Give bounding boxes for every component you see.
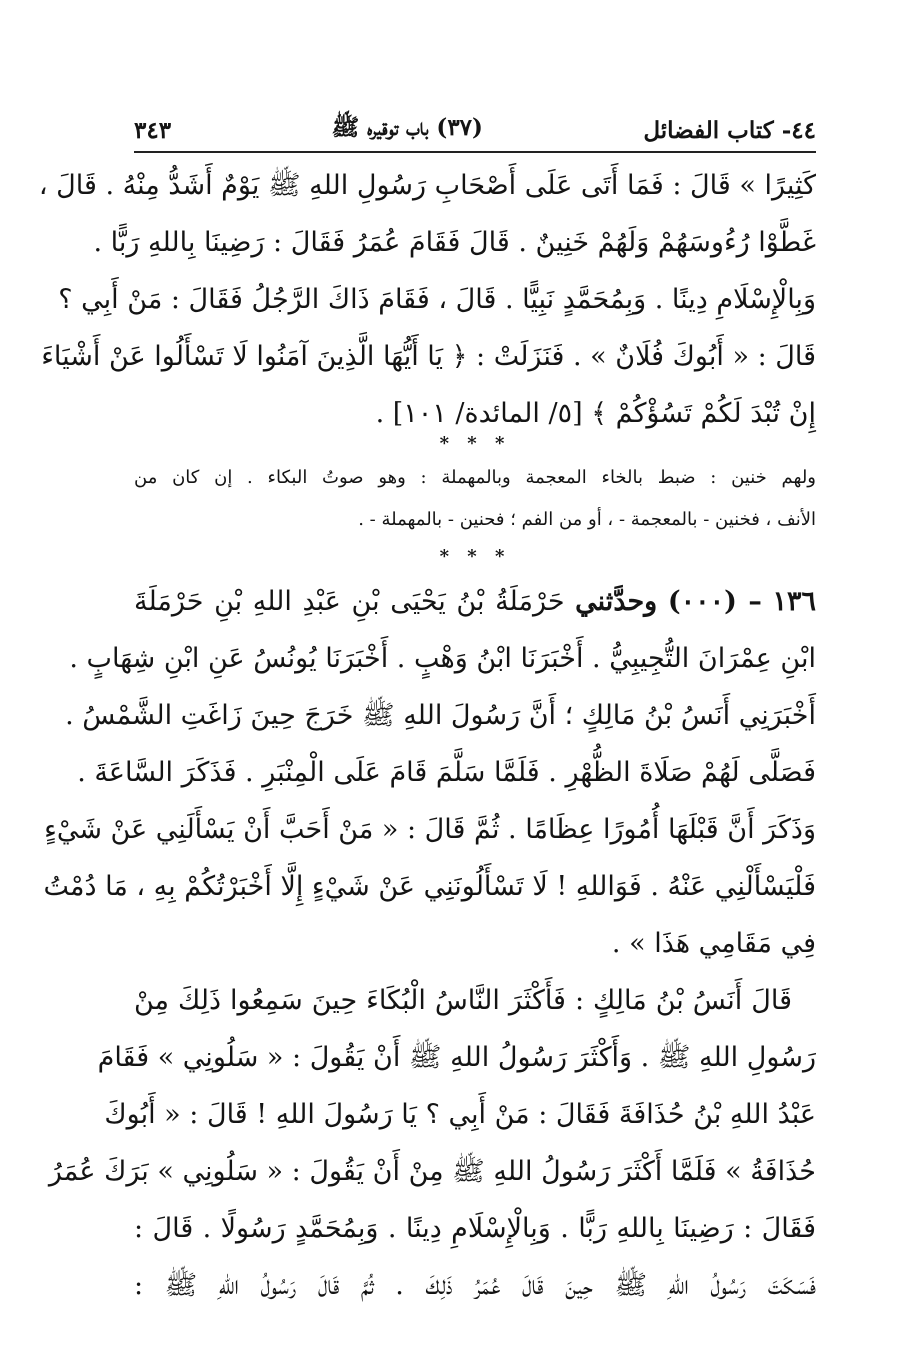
- text-line: رَسُولِ اللهِ ﷺ . وَأَكْثَرَ رَسُولُ اللهِ ﷺ أَنْ يَقُولَ : « سَلُونِي » فَقَامَ: [97, 1042, 816, 1073]
- text-line: إِنْ تُبْدَ لَكُمْ تَسُؤْكُمْ ﴾ [٥/ المائدة/ ١٠١] .: [375, 398, 816, 429]
- footnote-line: الأنف ، فخنين - بالمعجمة - ، أو من الفم ؛ فحنين - بالمهملة - .: [358, 509, 816, 530]
- text-line: أَخْبَرَنِي أَنَسُ بْنُ مَالِكٍ ؛ أَنَّ رَسُولَ اللهِ ﷺ خَرَجَ حِينَ زَاغَتِ الشَّمْسُ .: [65, 700, 816, 731]
- text-line: فِي مَقَامِي هَذَا » .: [611, 928, 816, 959]
- text-line: قَالَ : « أَبُوكَ فُلَانٌ » . فَنَزَلَتْ : ﴿ يَا أَيُّهَا الَّذِينَ آمَنُوا لَا تَسْأَلُوا عَنْ أَشْيَاءَ: [41, 341, 816, 372]
- text-line: غَطَّوْا رُءُوسَهُمْ وَلَهُمْ خَنِينٌ . قَالَ فَقَامَ عُمَرُ فَقَالَ : رَضِينَا بِاللهِ رَبًّا .: [93, 227, 816, 258]
- running-header: [134, 112, 816, 148]
- hadith-number: ١٣٦: [772, 586, 816, 617]
- page-number: ٣٤٣: [134, 116, 172, 144]
- hadith-reference: (٠٠٠): [667, 586, 737, 617]
- text-line: فَلْيَسْأَلْنِي عَنْهُ . فَوَاللهِ ! لَا تَسْأَلُونَنِي عَنْ شَيْءٍ إِلَّا أَخْبَرْتُكُمْ بِهِ ، مَا دُمْتُ: [43, 871, 816, 902]
- hadith-opening: وحدَّثني: [575, 586, 658, 617]
- section-separator: * * *: [439, 546, 511, 567]
- hadith-first-line: ١٣٦ – (٠٠٠) وحدَّثني حَرْمَلَةُ بْنُ يَحْيَى بْنِ عَبْدِ اللهِ بْنِ حَرْمَلَةَ: [134, 586, 816, 617]
- text-line: فَسَكَتَ رَسُولُ اللهِ ﷺ حِينَ قَالَ عُمَرُ ذَلِكَ . ثُمَّ قَالَ رَسُولُ اللهِ ﷺ :: [134, 1270, 816, 1301]
- text-line: حُذَافَةُ » فَلَمَّا أَكْثَرَ رَسُولُ اللهِ ﷺ مِنْ أَنْ يَقُولَ : « سَلُونِي » بَرَكَ عُمَرُ: [48, 1156, 816, 1187]
- footnote-line: ولهم خنين : ضبط بالخاء المعجمة وبالمهملة : وهو صوتُ البكاء . إن كان من: [134, 467, 816, 488]
- text-line: عَبْدُ اللهِ بْنُ حُذَافَةَ فَقَالَ : مَنْ أَبِي ؟ يَا رَسُولَ اللهِ ! قَالَ : « أَبُوكَ: [104, 1099, 816, 1130]
- text-line: فَصَلَّى لَهُمْ صَلَاةَ الظُّهْرِ . فَلَمَّا سَلَّمَ قَامَ عَلَى الْمِنْبَرِ . فَذَكَرَ السَّاعَةَ .: [77, 757, 816, 788]
- text-line: قَالَ أَنَسُ بْنُ مَالِكٍ : فَأَكْثَرَ النَّاسُ الْبُكَاءَ حِينَ سَمِعُوا ذَلِكَ مِنْ: [134, 985, 792, 1016]
- text-line: وَبِالْإِسْلَامِ دِينًا . وَبِمُحَمَّدٍ نَبِيًّا . قَالَ ، فَقَامَ ذَاكَ الرَّجُلُ فَقَالَ : مَنْ أَبِي ؟: [58, 284, 816, 315]
- hadith-text: حَرْمَلَةُ بْنُ يَحْيَى بْنِ عَبْدِ اللهِ بْنِ حَرْمَلَةَ: [134, 586, 565, 617]
- text-line: فَقَالَ : رَضِينَا بِاللهِ رَبًّا . وَبِالْإِسْلَامِ دِينًا . وَبِمُحَمَّدٍ رَسُولًا . قَالَ :: [134, 1213, 816, 1244]
- text-line: كَثِيرًا » قَالَ : فَمَا أَتَى عَلَى أَصْحَابِ رَسُولِ اللهِ ﷺ يَوْمٌ أَشَدُّ مِنْهُ . قَالَ ،: [38, 170, 816, 201]
- text-line: وَذَكَرَ أَنَّ قَبْلَهَا أُمُورًا عِظَامًا . ثُمَّ قَالَ : « مَنْ أَحَبَّ أَنْ يَسْأَلَنِي عَنْ شَيْءٍ: [44, 814, 816, 845]
- header-rule: [134, 151, 816, 153]
- chapter-title: (٣٧) باب توقيره ﷺ: [331, 114, 483, 141]
- section-separator: * * *: [439, 433, 511, 454]
- book-title: ٤٤- كتاب الفضائل: [643, 116, 816, 144]
- text-line: ابْنِ عِمْرَانَ التُّجِيبِيُّ . أَخْبَرَنَا ابْنُ وَهْبٍ . أَخْبَرَنَا يُونُسُ عَنِ ابْنِ شِهَابٍ .: [69, 643, 816, 674]
